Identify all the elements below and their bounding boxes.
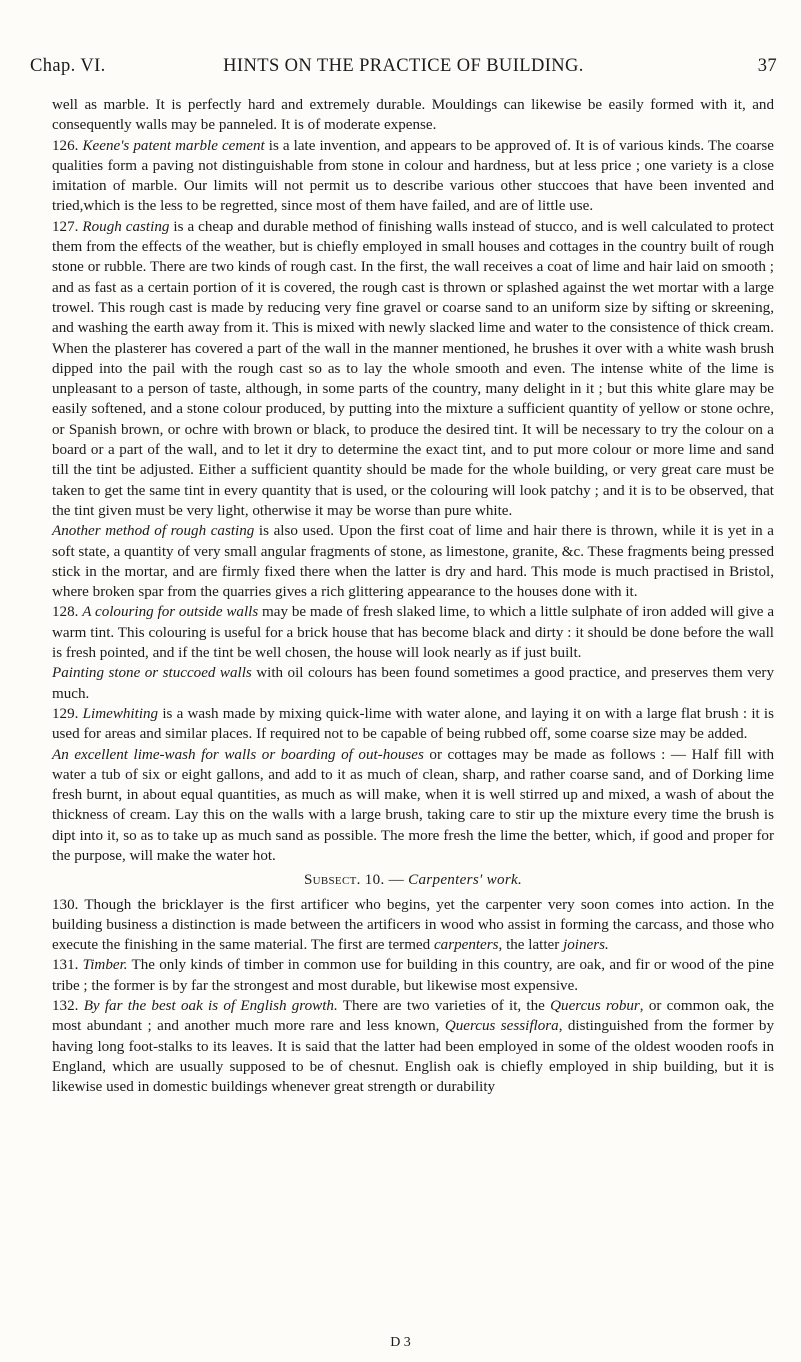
paragraph [52,955,774,996]
signature-mark: D 3 [390,1335,411,1350]
text-run: 130. Though the bricklayer is the first artificer who begins, yet the carpenter very soon comes into action. In the building business a distinction is made between the artificers in wood who assist in forming the carcass, and those who execute the finishing in the same material. The first are termed [52,896,774,954]
italic-text: Timber. [82,957,128,974]
italic-text: Quercus sessiflora [444,1018,559,1035]
text-run: — [384,872,409,889]
chapter-label: Chap. VI. [30,56,106,76]
running-header [30,56,777,80]
italic-text: Quercus robur [550,998,640,1015]
italic-text: Carpenters' work. [408,872,523,889]
text-run: The only kinds of timber in common use for building in this country, are oak, and fir or wood of the pine tribe ; the former is by far the strongest and most durable, but likewise most expensive. [52,957,774,994]
paragraph [52,704,774,745]
paragraph [52,996,774,1097]
paragraph [52,602,774,663]
text-run: is a late invention, and appears to be approved of. It is of various kinds. The coarse qualities form a paving not distinguishable from stone in colour and hardness, but at less price ; one variety is a close imitation of marble. Our limits will not permit us to describe various other stuccoes that have been invented and tried,which is the less to be regretted, since most of them have failed, and are of little use. [52,137,774,215]
text-run: 132. [52,998,84,1015]
italic-text: By far the best oak is of English growth. [83,998,338,1015]
text-run: is a wash made by mixing quick-lime with water alone, and laying it on with a large flat brush : it is used for areas and similar places. If required not to be capable of being rubbed off, some coarse size may be added. [52,705,774,743]
text-run: 129. [52,705,83,722]
text-run: or cottages may be made as follows : — Half fill with water a tub of six or eight gallons, and add to it as much of clean, sharp, and rather coarse sand, and of Dorking lime fresh burnt, in about equal quantities, as much as will make, when it is well stirred up and mixed, a wash of about the thickness of cream. Lay this on the walls with a large brush, taking care to stir up the mixture every time the brush is dipt into it, so as to take up as much sand as possible. The more fresh the lime the better, which, if good and proper for the purpose, will make the water hot. [52,746,774,864]
paragraph [52,895,774,956]
italic-text: joiners. [563,937,609,954]
subsection-heading [52,870,774,890]
text-run: with oil colours has been found sometimes a good practice, and preserves them very much. [52,665,775,702]
italic-text: Limewhiting [82,705,159,722]
text-run: 131. [52,957,83,974]
paragraph [52,521,774,602]
text-run: well as marble. It is perfectly hard and extremely durable. Mouldings can likewise be easily formed with it, and consequently walls may be panneled. It is of moderate expense. [52,97,774,134]
paragraph [52,95,774,136]
italic-text: carpenters [433,937,499,954]
italic-text: An excellent lime-wash for walls or boarding of out-houses [52,746,424,763]
text-run: may be made of fresh slaked lime, to which a little sulphate of iron added will give a warm tint. This colouring is useful for a brick house that has become black and dirty : it should be done before the wall is fresh pointed, and if the tint be well chosen, the house will look nearly as if just built. [52,604,775,662]
paragraph [52,217,774,521]
text-run: is also used. Upon the first coat of lime and hair there is thrown, while it is yet in a soft state, a quantity of very small angular fragments of stone, as limestone, granite, &c. These fragments being pressed stick in the mortar, and are firmly fixed there when the latter is dry and hard. This mode is much practised in Bristol, where broken spar from the quarries gives a rich glittering appearance to the houses done with it. [52,523,774,601]
italic-text: Another method of rough casting [52,523,255,540]
text-run: 126. [52,137,83,154]
italic-text: Painting stone or stuccoed walls [52,665,252,682]
page-number: 37 [757,56,777,76]
paragraph [52,745,774,867]
text-run: , distinguished from the former by having long foot-stalks to its leaves. It is said that the latter had been employed in some of the oldest wooden roofs in England, which are usually supposed to be of chesnut. English oak is chiefly employed in ship building, but it is likewise used in domestic buildings whenever great strength or durability [52,1018,774,1096]
text-run: , or common oak, the most abundant ; and another much more rare and less known, [52,998,775,1035]
italic-text: A colouring for outside walls [82,604,259,621]
italic-text: Rough casting [82,218,170,235]
italic-text: Keene's patent marble cement [82,137,265,154]
text-run: 127. [52,218,83,235]
body-text [52,95,774,1098]
running-title: HINTS ON THE PRACTICE OF BUILDING. [223,56,584,76]
text-run: is a cheap and durable method of finishing walls instead of stucco, and is well calculated to protect them from the effects of the weather, but is chiefly employed in small houses and cottages in the country built of rough stone or rubble. There are two kinds of rough cast. In the first, the wall receives a coat of lime and hair laid on smooth ; and as fast as a certain portion of it is covered, the rough cast is thrown or splashed against the wet mortar with a large trowel. This rough cast is made by reducing very fine gravel or coarse sand to an uniform size by sifting or skreening, and washing the earth away from it. This is mixed with newly slacked lime and water to the consistence of thick cream. When the plasterer has covered a part of the wall in the manner mentioned, he brushes it over with a white wash brush dipped into the pail with the rough cast so as to lay the whole smooth and even. The intense white of the lime is unpleasant to a person of taste, although, in some parts of the country, many delight in it ; but this white glare may be easily softened, and a stone colour produced, by putting into the mixture a sufficient quantity of yellow or stone ochre, or Spanish brown, or ochre with brown or black, to produce the desired tint. It will be necessary to try the colour on a board or a part of the wall, and to let it dry to determine the exact tint, and to put more colour or more lime and sand till the tint be adjusted. Either a sufficient quantity should be made for the whole building, or very great care must be taken to get the same tint in every quantity that is used, or the colouring will look patchy ; and it is to be observed, that the tint given must be very light, otherwise it may be worse than pure white. [52,218,774,519]
text-run: , the latter [498,937,564,954]
paragraph [52,663,774,704]
paragraph [52,136,774,217]
text-run: There are two varieties of it, the [337,998,551,1015]
text-run: Subsect. 10. [303,872,385,889]
text-run: 128. [52,604,83,621]
